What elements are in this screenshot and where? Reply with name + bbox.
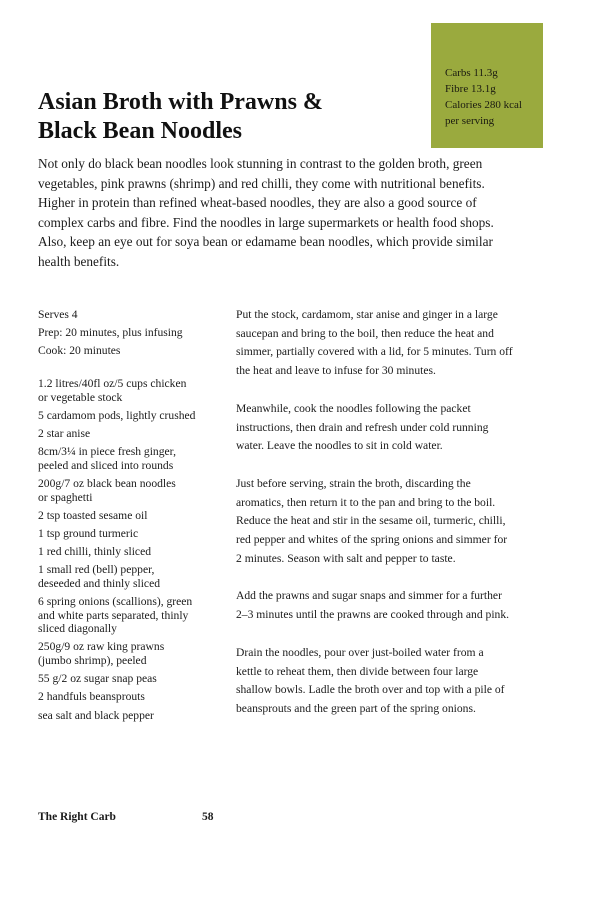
method-step <box>236 306 566 381</box>
book-title-footer: The Right Carb <box>38 811 116 823</box>
ingredient-item <box>38 545 228 559</box>
recipe-title <box>38 88 418 146</box>
method-line: 2 minutes. Season with salt and pepper to taste. <box>236 551 456 565</box>
method-line: Just before serving, strain the broth, discarding the <box>236 476 471 490</box>
nutrition-calories: Calories 280 kcal <box>445 99 522 111</box>
ingredient-item <box>38 477 228 504</box>
intro-line: Also, keep an eye out for soya bean or edamame bean noodles, which provide similar <box>38 234 493 249</box>
ingredient-line: 1 red chilli, thinly sliced <box>38 545 152 559</box>
intro-line: Higher in protein than refined wheat-based noodles, they are also a good source of <box>38 195 477 210</box>
ingredient-list <box>38 377 228 722</box>
ingredient-line: 5 cardamom pods, lightly crushed <box>38 408 196 422</box>
ingredient-item <box>38 527 228 541</box>
method-steps <box>236 306 566 738</box>
nutrition-per-serving: per serving <box>445 115 495 127</box>
ingredient-item <box>38 409 228 423</box>
method-line: Meanwhile, cook the noodles following the packet <box>236 401 471 415</box>
ingredient-line: 1 small red (bell) pepper, <box>38 563 155 577</box>
intro-line: vegetables, pink prawns (shrimp) and red chilli, they come with nutritional benefits. <box>38 175 485 191</box>
ingredient-line: sea salt and black pepper <box>38 708 154 722</box>
intro-line: Not only do black bean noodles look stunning in contrast to the golden broth, green <box>38 156 483 171</box>
intro-line: complex carbs and fibre. Find the noodles in large supermarkets or health food shops. <box>38 214 494 230</box>
method-line: Drain the noodles, pour over just-boiled water from a <box>236 645 484 659</box>
ingredient-line: 250g/9 oz raw king prawns <box>38 640 165 654</box>
method-line: aromatics, then return it to the pan and bring to the boil. <box>236 495 496 509</box>
ingredient-line: 1.2 litres/40fl oz/5 cups chicken <box>38 377 187 390</box>
method-step <box>236 587 566 624</box>
ingredient-line: (jumbo shrimp), peeled <box>38 654 147 668</box>
method-line: kettle to reheat them, then divide between four large <box>236 664 479 678</box>
cook-time: Cook: 20 minutes <box>38 344 121 357</box>
ingredient-line: deseeded and thinly sliced <box>38 576 161 590</box>
method-line: Put the stock, cardamom, star anise and ginger in a large <box>236 308 498 321</box>
method-line: Reduce the heat and stir in the sesame oil, turmeric, chilli, <box>236 514 506 528</box>
method-line: instructions, then drain and refresh under cold running <box>236 420 489 434</box>
method-step <box>236 475 566 569</box>
prep-time: Prep: 20 minutes, plus infusing <box>38 326 183 339</box>
method-step <box>236 644 566 719</box>
page-number: 58 <box>202 811 214 823</box>
method-line: 2–3 minutes until the prawns are cooked through and pink. <box>236 608 510 622</box>
recipe-title-line: Black Bean Noodles <box>38 118 243 144</box>
ingredient-line: 8cm/3¼ in piece fresh ginger, <box>38 445 176 459</box>
method-line: simmer, partially covered with a lid, for 5 minutes. Turn off <box>236 345 513 359</box>
ingredient-line: 2 handfuls beansprouts <box>38 690 145 704</box>
intro-paragraph <box>38 154 568 271</box>
ingredient-line: 2 tsp toasted sesame oil <box>38 508 148 522</box>
ingredient-item <box>38 672 228 686</box>
ingredient-line: 6 spring onions (scallions), green <box>38 595 193 609</box>
ingredient-item <box>38 690 228 704</box>
ingredient-item <box>38 563 228 590</box>
method-step <box>236 400 566 456</box>
nutrition-carbs: Carbs 11.3g <box>445 67 498 79</box>
recipe-meta <box>38 306 228 360</box>
method-line: red pepper and whites of the spring onions and simmer for <box>236 533 508 547</box>
serves: Serves 4 <box>38 308 78 321</box>
ingredient-item <box>38 377 228 404</box>
ingredient-item <box>38 445 228 472</box>
method-line: beansprouts and the green part of the spring onions. <box>236 701 476 715</box>
ingredient-line: and white parts separated, thinly <box>38 608 189 622</box>
method-line: Add the prawns and sugar snaps and simmer for a further <box>236 589 502 603</box>
ingredient-line: 1 tsp ground turmeric <box>38 526 139 540</box>
method-line: shallow bowls. Ladle the broth over and top with a pile of <box>236 683 505 697</box>
intro-line: health benefits. <box>38 253 120 269</box>
ingredient-item <box>38 509 228 523</box>
ingredient-line: or vegetable stock <box>38 390 123 404</box>
ingredient-item <box>38 709 228 723</box>
ingredient-line: 200g/7 oz black bean noodles <box>38 476 176 490</box>
ingredient-line: 2 star anise <box>38 426 91 440</box>
ingredient-item <box>38 595 228 636</box>
ingredient-line: sliced diagonally <box>38 622 117 636</box>
ingredient-item <box>38 640 228 667</box>
nutrition-fibre: Fibre 13.1g <box>445 83 496 95</box>
nutrition-box <box>431 23 543 148</box>
method-line: the heat and leave to infuse for 30 minutes. <box>236 364 436 378</box>
method-line: saucepan and bring to the boil, then reduce the heat and <box>236 326 494 340</box>
ingredient-line: 55 g/2 oz sugar snap peas <box>38 672 157 686</box>
method-line: water. Leave the noodles to sit in cold water. <box>236 439 443 453</box>
ingredient-item <box>38 427 228 441</box>
ingredient-line: peeled and sliced into rounds <box>38 458 174 472</box>
recipe-title-line: Asian Broth with Prawns & <box>38 89 323 115</box>
ingredient-line: or spaghetti <box>38 490 93 504</box>
